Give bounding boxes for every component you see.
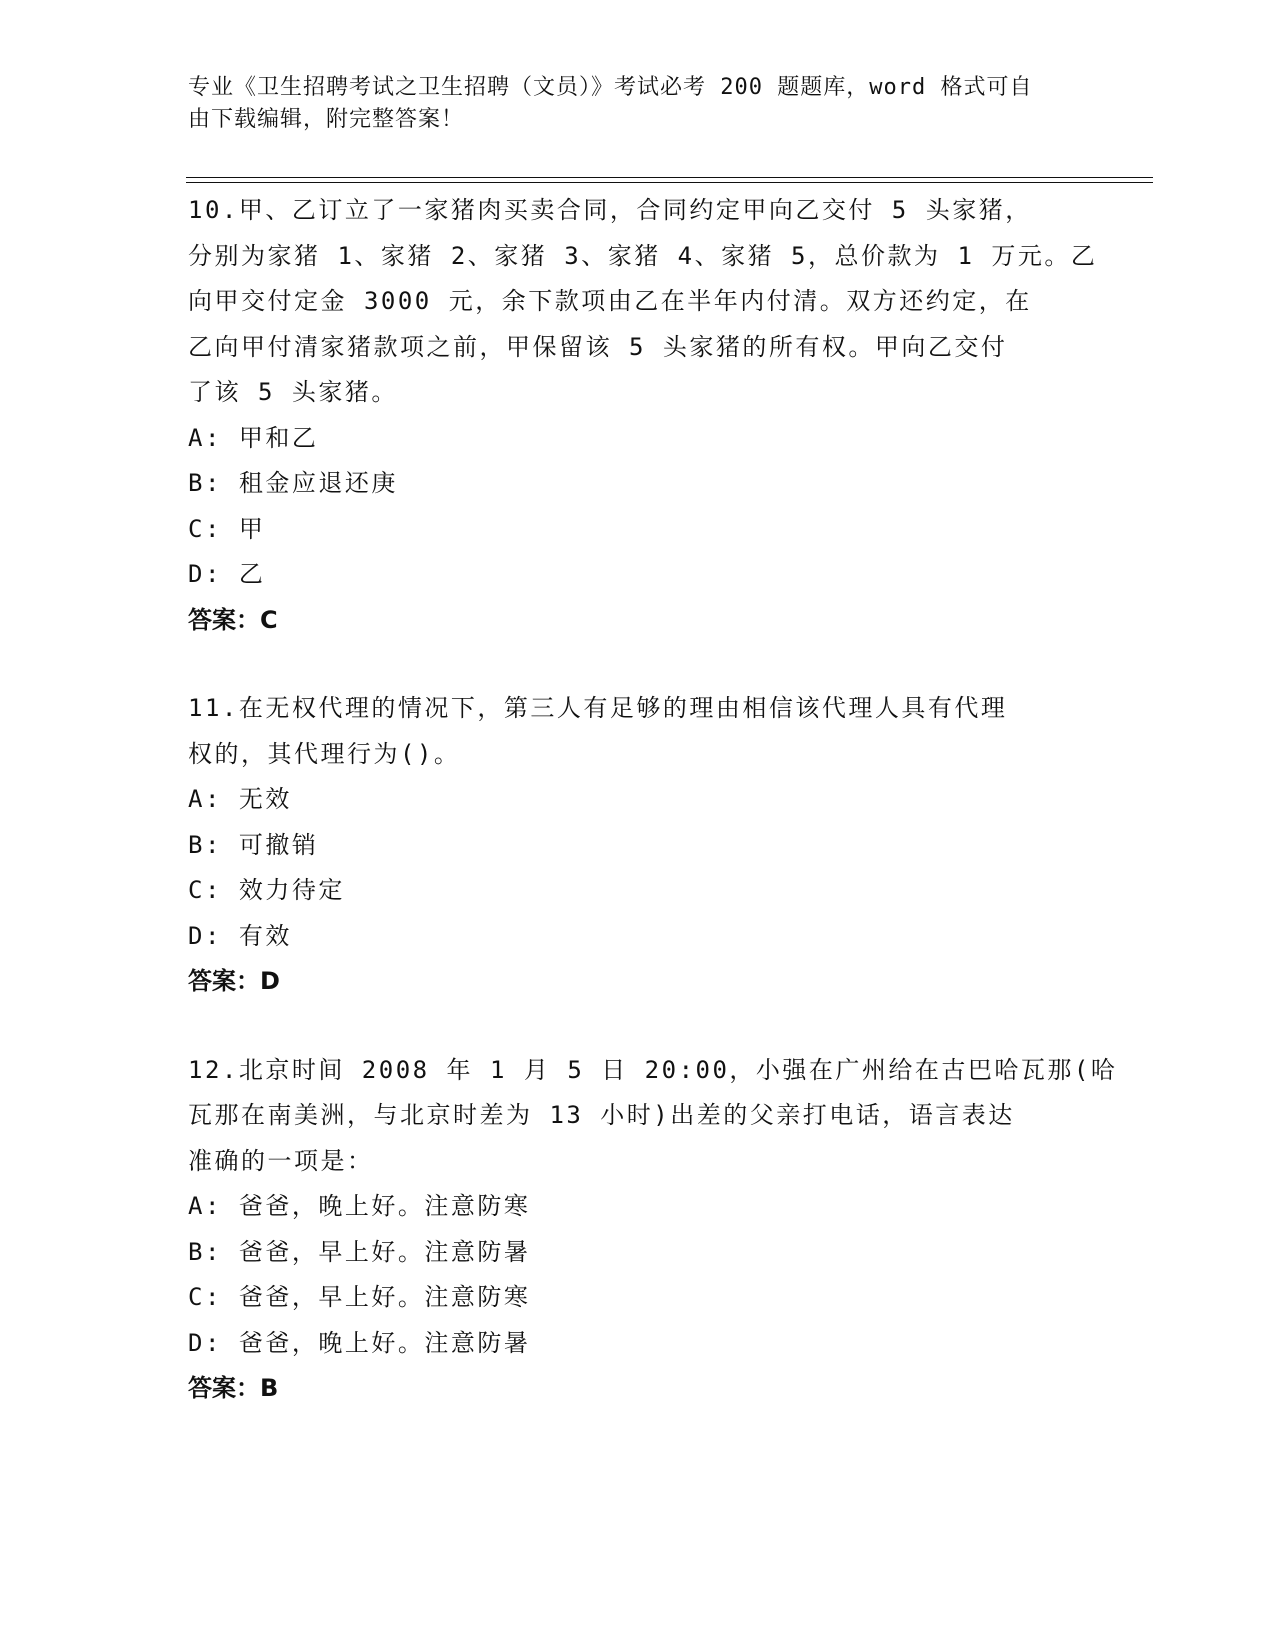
option-d: D: 爸爸，晚上好。注意防暑 <box>188 1328 531 1357</box>
question-stem-line: 10.甲、乙订立了一家猪肉买卖合同，合同约定甲向乙交付 5 头家猪， <box>188 196 1032 224</box>
option-a: A: 爸爸，晚上好。注意防寒 <box>188 1192 531 1220</box>
option-a: A: 无效 <box>188 785 292 813</box>
question-12 <box>188 1048 1118 1412</box>
answer-line <box>188 1366 1088 1412</box>
header-divider-bottom <box>186 182 1153 183</box>
option-a: A: 甲和乙 <box>188 423 319 452</box>
question-11 <box>188 686 1088 1005</box>
option-b: B: 爸爸，早上好。注意防暑 <box>188 1237 531 1266</box>
header-divider-top <box>186 177 1153 178</box>
header-line: 专业《卫生招聘考试之卫生招聘（文员）》考试必考 200 题题库，word 格式可自 <box>188 75 1033 100</box>
option-d: D: 乙 <box>188 560 266 588</box>
answer-label: 答案： <box>188 1374 260 1402</box>
question-stem-line: 乙向甲付清家猪款项之前，甲保留该 5 头家猪的所有权。甲向乙交付 <box>188 332 1008 361</box>
question-stem-line: 了该 5 头家猪。 <box>188 378 398 406</box>
answer-line <box>188 959 1088 1005</box>
question-stem-line: 向甲交付定金 3000 元，余下款项由乙在半年内付清。双方还约定，在 <box>188 287 1032 315</box>
answer-label: 答案： <box>188 967 260 995</box>
answer-key: B <box>260 1374 279 1402</box>
answer-line <box>188 598 1088 644</box>
document-header <box>188 72 1068 136</box>
option-c: C: 效力待定 <box>188 876 345 904</box>
question-stem-line: 12.北京时间 2008 年 1 月 5 日 20:00，小强在广州给在古巴哈瓦那(哈 <box>188 1055 1118 1084</box>
option-c: C: 爸爸，早上好。注意防寒 <box>188 1283 531 1311</box>
answer-key: C <box>260 605 278 634</box>
question-stem-line: 瓦那在南美洲，与北京时差为 13 小时)出差的父亲打电话，语言表达 <box>188 1101 1015 1129</box>
question-stem-line: 权的，其代理行为()。 <box>188 739 461 768</box>
answer-label: 答案： <box>188 605 260 634</box>
question-stem-line: 准确的一项是： <box>188 1146 374 1175</box>
question-stem-line: 11.在无权代理的情况下，第三人有足够的理由相信该代理人具有代理 <box>188 694 1008 722</box>
question-list <box>188 188 1118 1412</box>
answer-key: D <box>260 967 280 995</box>
option-c: C: 甲 <box>188 514 266 543</box>
question-stem-line: 分别为家猪 1、家猪 2、家猪 3、家猪 4、家猪 5，总价款为 1 万元。乙 <box>188 241 1098 270</box>
option-b: B: 可撤销 <box>188 830 319 859</box>
question-10 <box>188 188 1098 643</box>
header-line: 由下载编辑，附完整答案！ <box>188 107 465 132</box>
option-d: D: 有效 <box>188 921 292 950</box>
option-b: B: 租金应退还庚 <box>188 469 398 497</box>
